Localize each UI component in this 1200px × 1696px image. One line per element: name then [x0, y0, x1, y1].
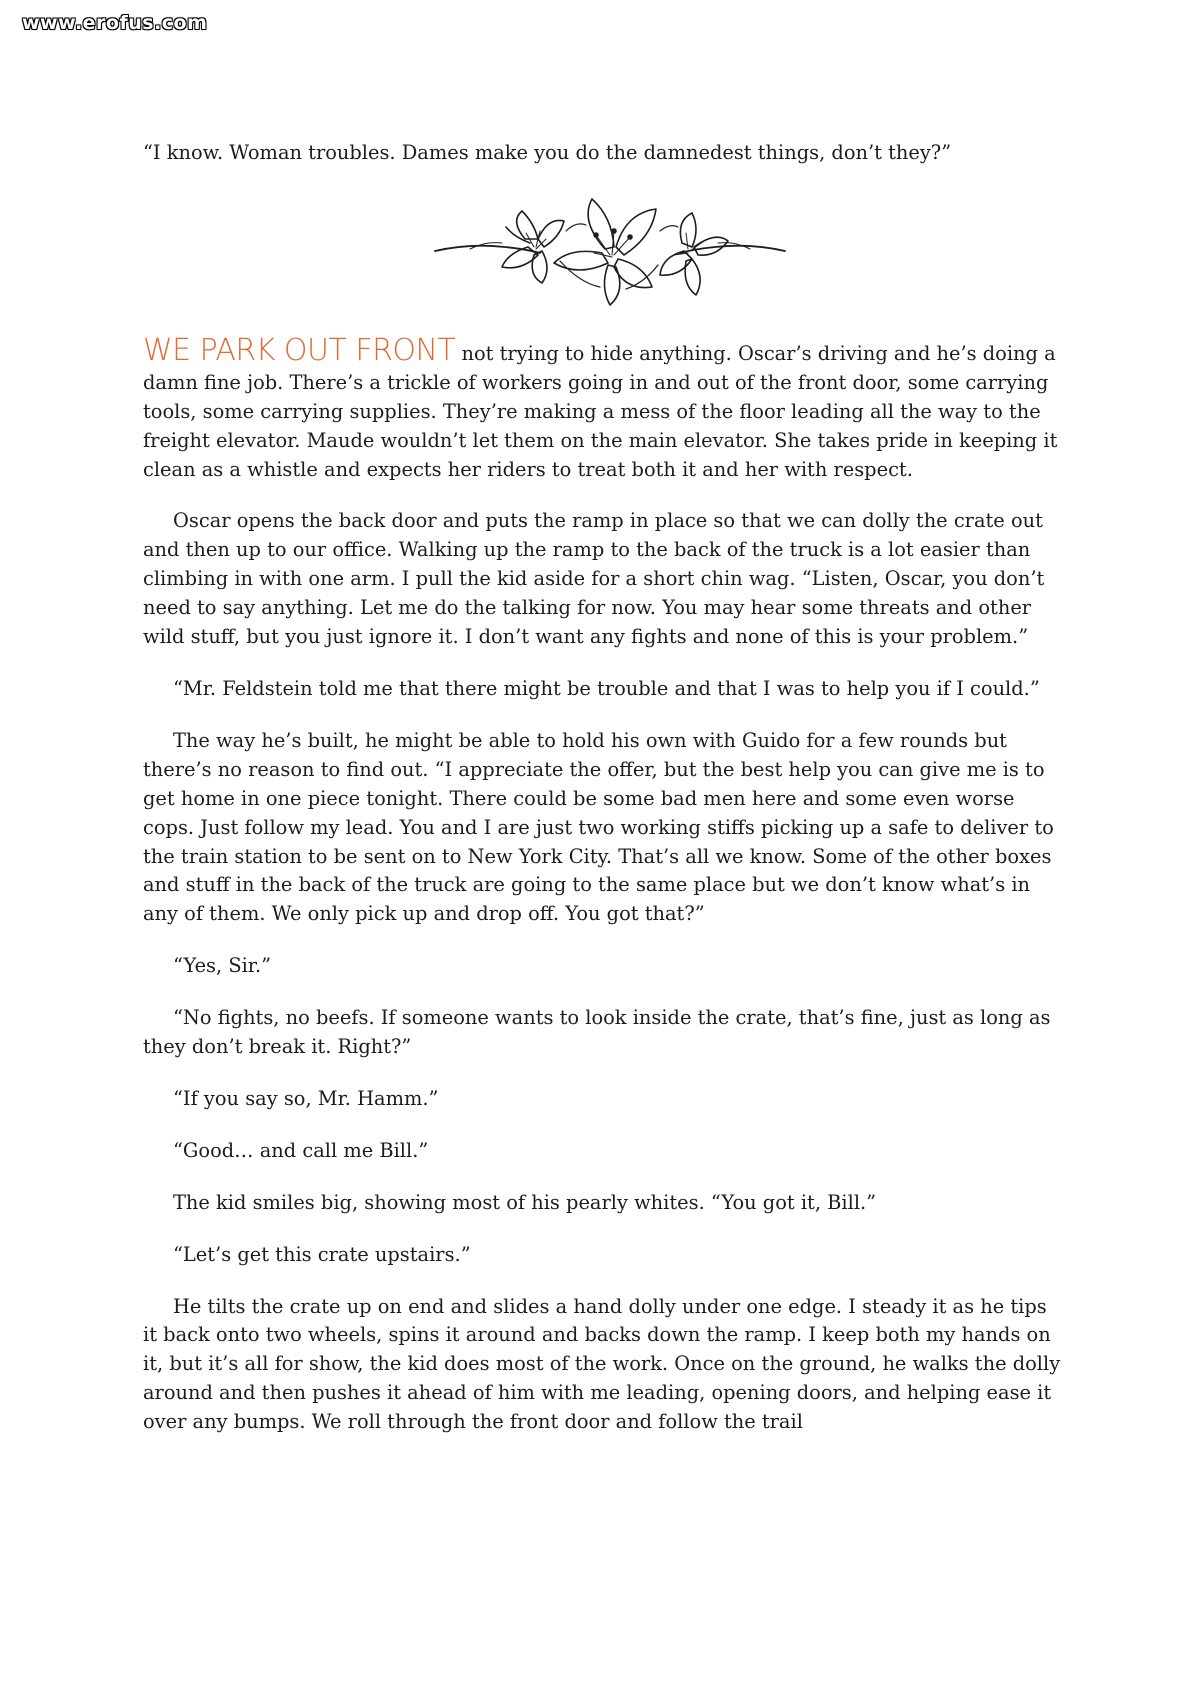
- body-paragraph: The kid smiles big, showing most of his pearly whites. “You got it, Bill.”: [173, 1190, 877, 1214]
- section-opening-paragraph: [143, 332, 1063, 485]
- body-paragraph: Oscar opens the back door and puts the ramp in place so that we can dolly the crate out and then up to our office. Walking up the ramp to the back of the truck is a lot easier than climbing in with one arm. I pull the kid aside for a short chin wag. “Listen, Oscar, you don’t need to say anything. Let me do the talking for now. You may hear some threats and other wild stuff, but you just ignore it. I don’t want any fights and none of this is your problem.”: [143, 509, 1045, 649]
- body-paragraph: “Mr. Feldstein told me that there might be trouble and that I was to help you if I could.”: [173, 676, 1040, 700]
- body-paragraph: The way he’s built, he might be able to hold his own with Guido for a few rounds but there’s no reason to find out. “I appreciate the offer, but the best help you can give me is to get home in one piece tonight. There could be some bad men here and some even worse cops. Just follow my lead. You and I are just two working stiffs picking up a safe to deliver to the train station to be sent on to New York City. That’s all we know. Some of the other boxes and stuff in the back of the truck are going to the same place but we don’t know what’s in any of them. We only pick up and drop off. You got that?”: [143, 728, 1054, 926]
- section-lead-in: WE PARK OUT FRONT: [143, 332, 456, 368]
- opening-line: “I know. Woman troubles. Dames make you do the damnedest things, don’t they?”: [143, 141, 952, 164]
- body-paragraph: “Let’s get this crate upstairs.”: [173, 1242, 471, 1266]
- body-paragraph: “If you say so, Mr. Hamm.”: [173, 1086, 439, 1110]
- body-paragraph: He tilts the crate up on end and slides a hand dolly under one edge. I steady it as he tips it back onto two wheels, spins it around and backs down the ramp. I keep both my hands on it, but it’s all for show, the kid does most of the work. Once on the ground, he walks the dolly around and then pushes it ahead of him with me leading, opening doors, and helping ease it over any bumps. We roll through the front door and follow the trail: [143, 1294, 1061, 1434]
- body-paragraph: “No fights, no beefs. If someone wants to look inside the crate, that’s fine, just as long as they don’t break it. Right?”: [143, 1006, 1051, 1059]
- body-paragraph: “Yes, Sir.”: [173, 954, 272, 978]
- body-paragraph: “Good… and call me Bill.”: [173, 1138, 429, 1162]
- lily-flower-ornament-icon: [430, 191, 790, 309]
- book-page: [143, 139, 1063, 1460]
- section-lead-paragraph-text: not trying to hide anything. Oscar’s driving and he’s doing a damn fine job. There’s a trickle of workers going in and out of the front door, some carrying tools, some carrying supplies. They’re making a mess of the floor leading all the way to the freight elevator. Maude wouldn’t let them on the main elevator. She takes pride in keeping it clean as a whistle and expects her riders to treat both it and her with respect.: [143, 341, 1058, 481]
- watermark: www.erofus.com: [22, 12, 208, 34]
